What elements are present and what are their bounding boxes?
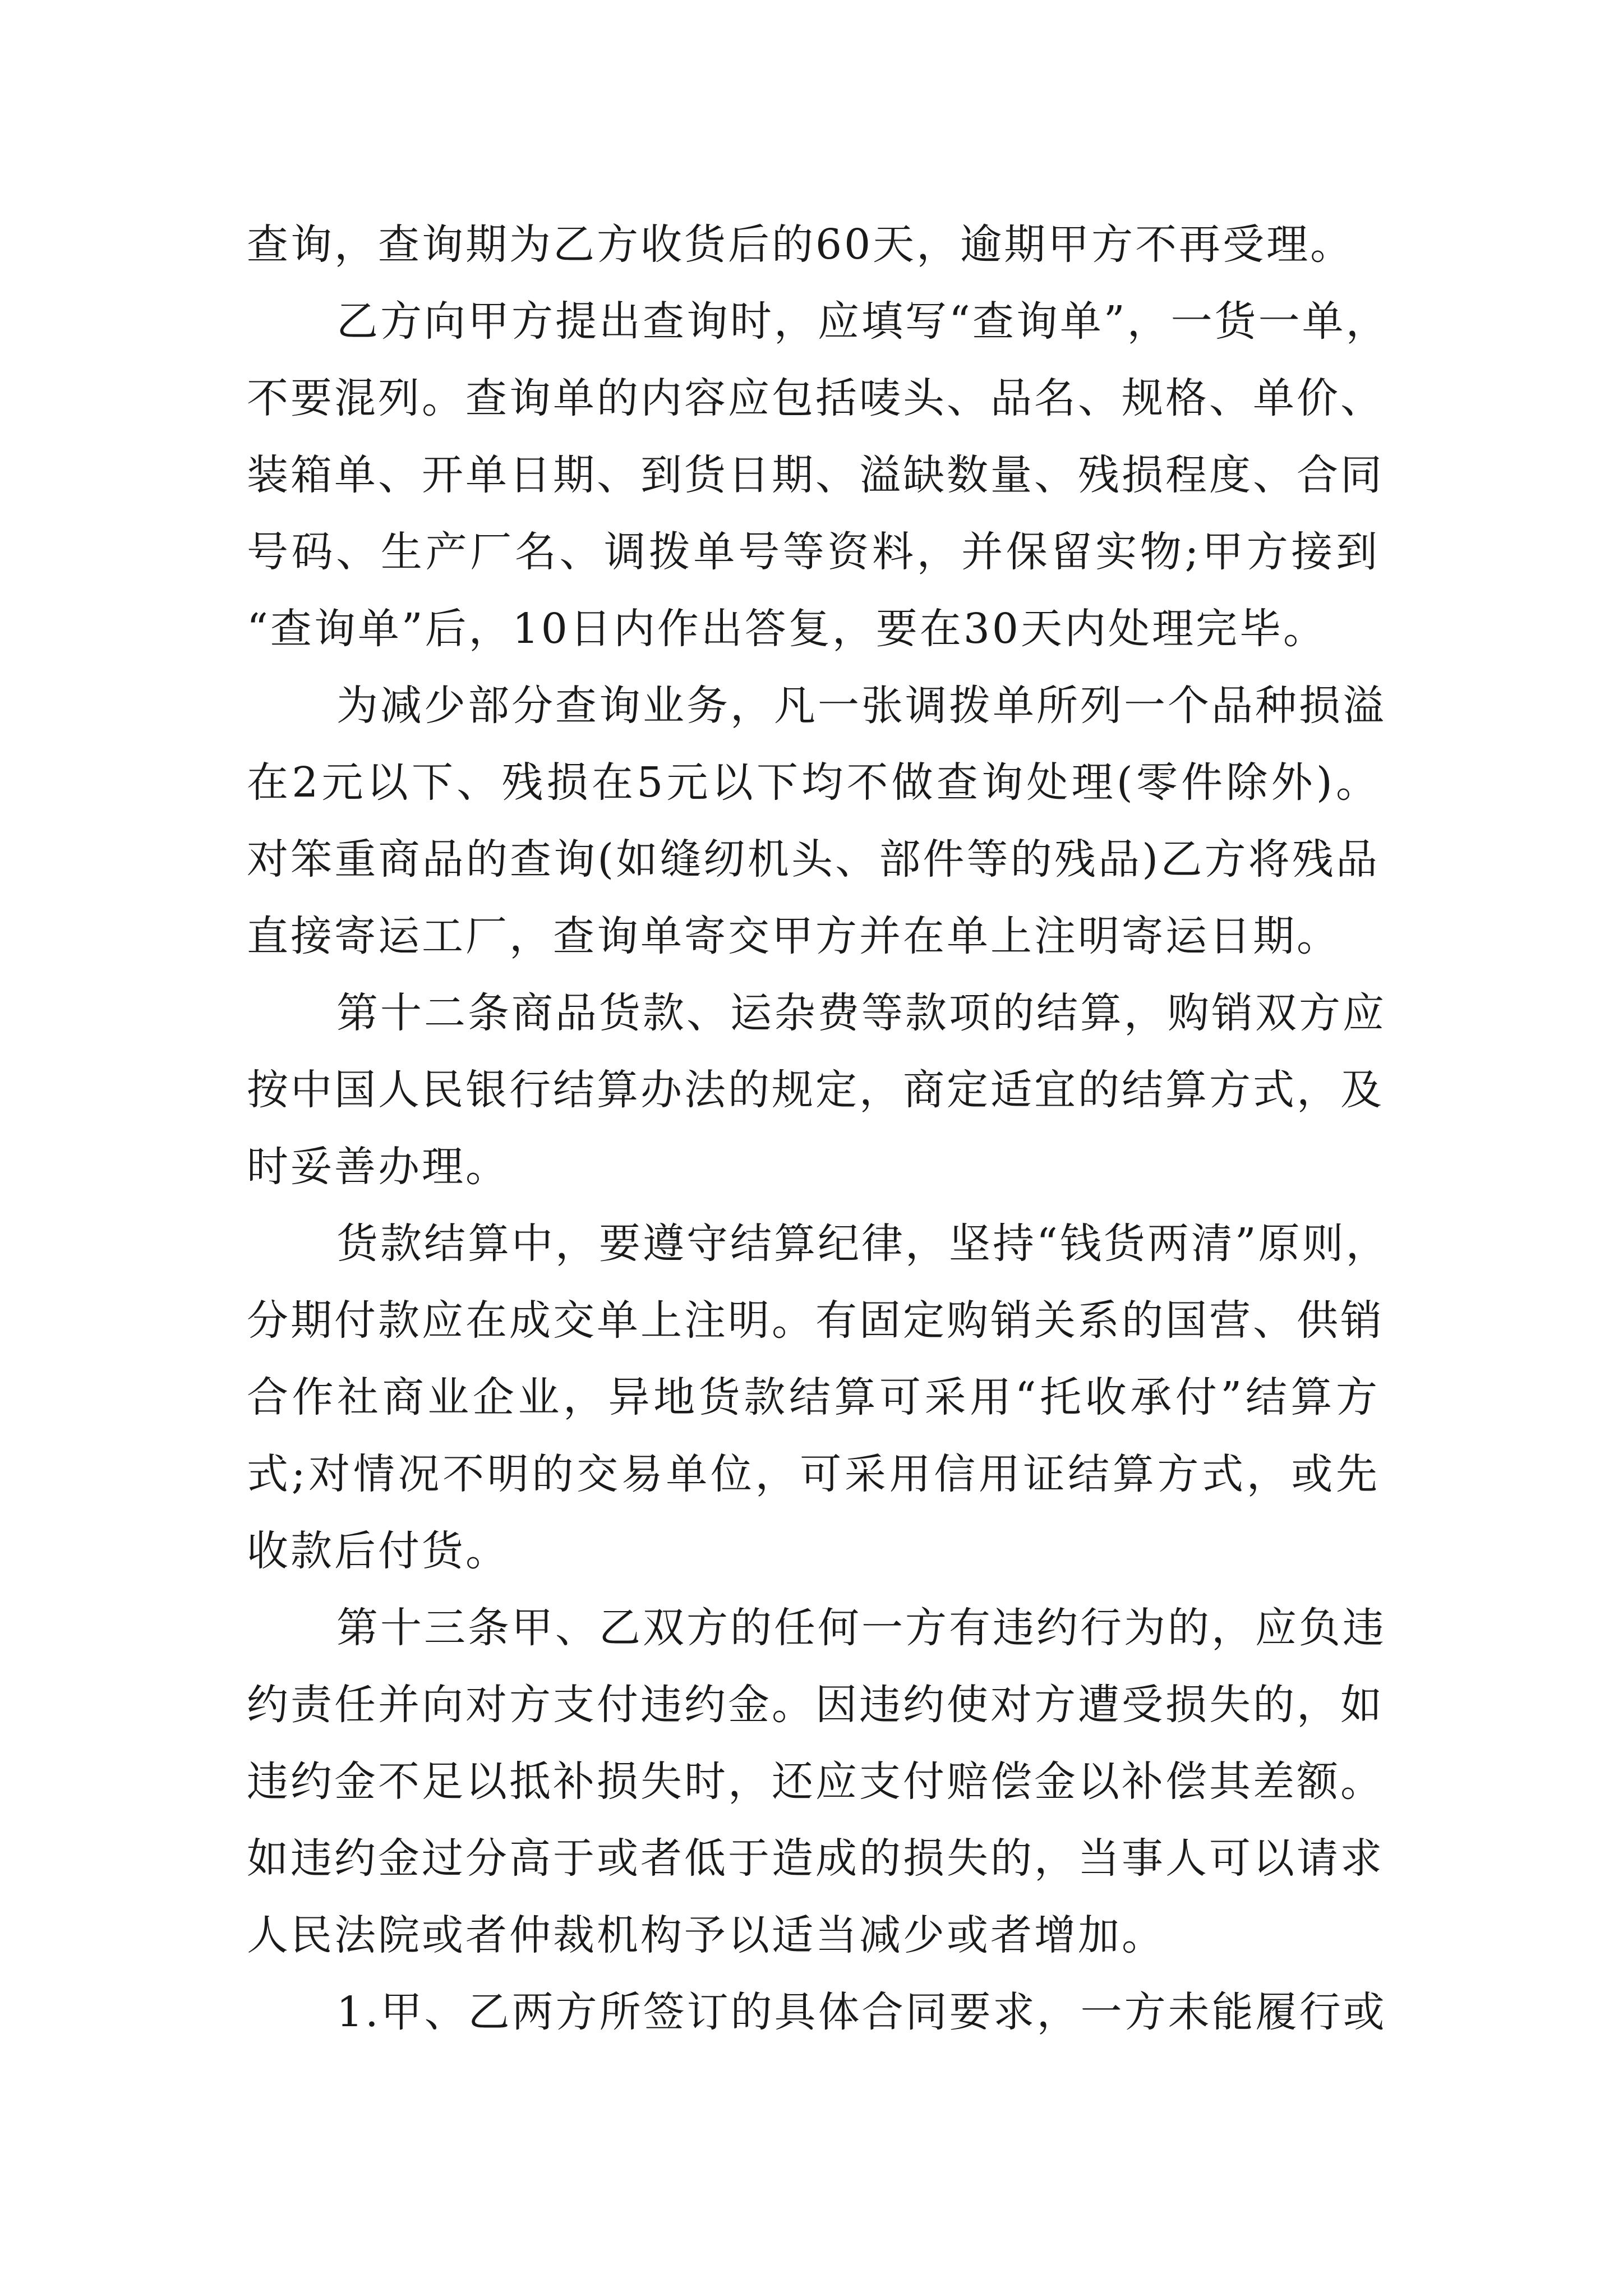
paragraph-first-line: 第十三条甲、乙双方的任何一方有违约行为的，应负违 [336, 1604, 1386, 1652]
text-line: 按中国人民银行结算办法的规定，商定适宜的结算方式，及 [247, 1066, 1384, 1114]
text-line: 分期付款应在成交单上注明。有固定购销关系的国营、供销 [247, 1296, 1384, 1345]
text-line: 号码、生产厂名、调拨单号等资料，并保留实物;甲方接到 [247, 528, 1380, 576]
text-line: 查询，查询期为乙方收货后的60天，逾期甲方不再受理。 [247, 220, 1354, 269]
text-line: 违约金不足以抵补损失时，还应支付赔偿金以补偿其差额。 [247, 1757, 1384, 1806]
text-line: 人民法院或者仲裁机构予以适当减少或者增加。 [247, 1911, 1165, 1959]
text-line: 不要混列。查询单的内容应包括唛头、品名、规格、单价、 [247, 374, 1384, 422]
text-line: 收款后付货。 [247, 1527, 509, 1575]
text-line: 在2元以下、残损在5元以下均不做查询处理(零件除外)。 [247, 758, 1380, 807]
text-line: 约责任并向对方支付违约金。因违约使对方遭受损失的，如 [247, 1681, 1384, 1729]
paragraph-first-line: 为减少部分查询业务，凡一张调拨单所列一个品种损溢 [336, 682, 1386, 730]
paragraph-first-line: 第十二条商品货款、运杂费等款项的结算，购销双方应 [336, 989, 1386, 1037]
paragraph-first-line: 乙方向甲方提出查询时，应填写“查询单”，一货一单， [336, 297, 1390, 346]
text-line: 直接寄运工厂，查询单寄交甲方并在单上注明寄运日期。 [247, 912, 1340, 960]
paragraph-first-line: 货款结算中，要遵守结算纪律，坚持“钱货两清”原则， [336, 1220, 1390, 1268]
text-line: 装箱单、开单日期、到货日期、溢缺数量、残损程度、合同 [247, 451, 1384, 499]
paragraph-first-line: 1.甲、乙两方所签订的具体合同要求，一方未能履行或 [336, 1988, 1387, 2036]
document-body [247, 206, 1390, 2051]
text-line: 式;对情况不明的交易单位，可采用信用证结算方式，或先 [247, 1450, 1380, 1498]
text-line: “查询单”后，10日内作出答复，要在30天内处理完毕。 [247, 605, 1327, 653]
text-line: 对笨重商品的查询(如缝纫机头、部件等的残品)乙方将残品 [247, 835, 1380, 884]
text-line: 如违约金过分高于或者低于造成的损失的，当事人可以请求 [247, 1834, 1384, 1883]
text-line: 时妥善办理。 [247, 1143, 509, 1191]
text-line: 合作社商业企业，异地货款结算可采用“托收承付”结算方 [247, 1373, 1380, 1421]
